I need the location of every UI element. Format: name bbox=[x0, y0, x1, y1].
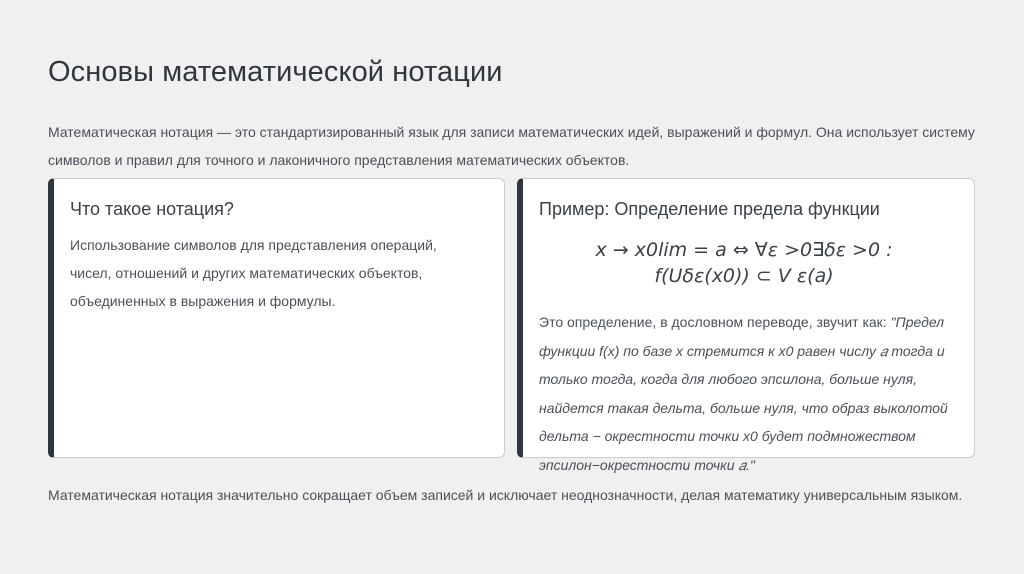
formula-explanation bbox=[539, 308, 963, 479]
formula-line: x → x0lim = a ⇔ ∀ε >0∃δε >0 : bbox=[595, 239, 893, 261]
card-text: Использование символов для представления операций, чисел, отношений и других математических объектов, объединенных в выражения и формулы. bbox=[70, 237, 437, 309]
card-title: Что такое нотация? bbox=[70, 199, 234, 219]
card-title: Пример: Определение предела функции bbox=[539, 199, 880, 219]
notation-card bbox=[48, 178, 505, 458]
intro-paragraph: Математическая нотация — это стандартизированный язык для записи математических идей, выражений и формул. Она использует систему символов и правил для точного и лаконичного представления математических объектов. bbox=[48, 124, 975, 168]
outro-paragraph: Математическая нотация значительно сокращает объем записей и исключает неоднозначности, делая математику универсальным языком. bbox=[48, 487, 963, 503]
limit-formula bbox=[539, 237, 949, 289]
explanation-prefix: Это определение, в дословном переводе, звучит как: bbox=[539, 314, 891, 330]
formula-line: f(Uδε(x0)) ⊂ V ε(a) bbox=[654, 265, 834, 287]
explanation-quote: "Предел функции f(x) по базе x стремится к x0 равен числу 𝑎 тогда и только тогда, когда для любого эпсилона, больше нуля, найдется такая дельта, больше нуля, что образ выколотой дельта − окрестности точки x0 будет подмножеством эпсилон−окрестности точки 𝑎." bbox=[539, 314, 948, 473]
page-title: Основы математической нотации bbox=[48, 56, 503, 88]
limit-example-card bbox=[517, 178, 975, 473]
